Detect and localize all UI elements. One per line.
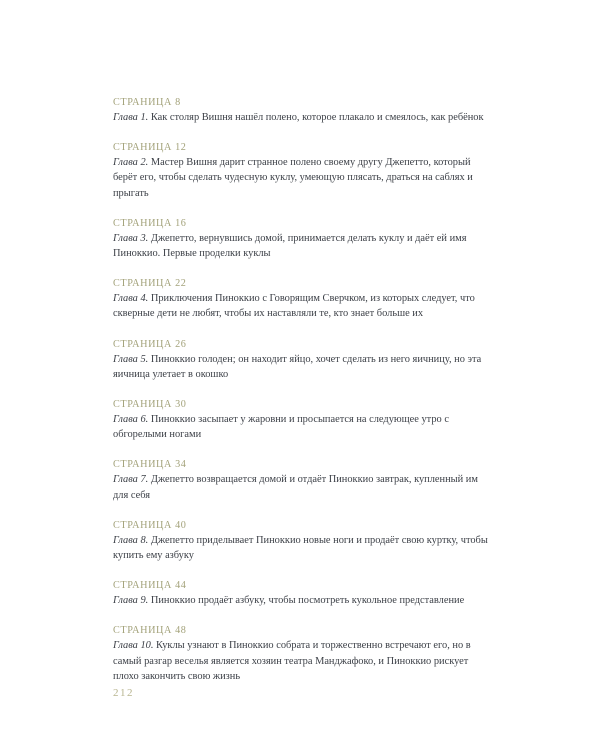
chapter-description bbox=[113, 352, 493, 382]
page-reference: СТРАНИЦА 48 bbox=[113, 625, 187, 637]
toc-entry[interactable] bbox=[113, 398, 493, 442]
chapter-title: Джепетто возвращается домой и отдаёт Пиноккио завтрак, купленный им для себя bbox=[113, 474, 478, 501]
toc-entry[interactable] bbox=[113, 96, 493, 125]
toc-entry[interactable] bbox=[113, 458, 493, 502]
chapter-title: Джепетто, вернувшись домой, принимается делать куклу и даёт ей имя Пиноккио. Первые проделки куклы bbox=[113, 232, 467, 260]
chapter-title: Куклы узнают в Пиноккио собрата и торжественно встречают его, но в самый разгар веселья является хозяин театра Манджафоко, и Пиноккио рискует плохо закончить свою жизнь bbox=[113, 640, 471, 682]
chapter-label: Глава 1. bbox=[113, 112, 149, 123]
chapter-description bbox=[113, 155, 493, 201]
chapter-description bbox=[113, 472, 493, 502]
chapter-title: Пиноккио продаёт азбуку, чтобы посмотреть кукольное представление bbox=[150, 595, 465, 607]
chapter-label: Глава 4. bbox=[113, 293, 149, 305]
page-reference: СТРАНИЦА 22 bbox=[113, 278, 187, 290]
chapter-title: Как столяр Вишня нашёл полено, которое плакало и смеялось, как ребёнок bbox=[150, 112, 484, 123]
chapter-title: Пиноккио засыпает у жаровни и просыпается на следующее утро с обгорелыми ногами bbox=[113, 414, 449, 441]
chapter-description bbox=[113, 291, 493, 321]
chapter-label: Глава 5. bbox=[113, 353, 149, 365]
page-reference: СТРАНИЦА 8 bbox=[113, 97, 181, 108]
chapter-description bbox=[113, 412, 493, 442]
chapter-label: Глава 2. bbox=[113, 157, 149, 169]
page-reference: СТРАНИЦА 44 bbox=[113, 580, 187, 592]
chapter-description bbox=[113, 638, 493, 684]
chapter-label: Глава 7. bbox=[113, 474, 149, 486]
page-reference: СТРАНИЦА 12 bbox=[113, 142, 187, 154]
chapter-title: Мастер Вишня дарит странное полено своему другу Джепетто, который берёт его, чтобы сделать чудесную куклу, умеющую плясать, драться на саблях и прыгать bbox=[113, 157, 473, 199]
page-number: 212 bbox=[113, 687, 134, 699]
chapter-title: Пиноккио голоден; он находит яйцо, хочет сделать из него яичницу, но эта яичница улетает в окошко bbox=[113, 353, 482, 380]
chapter-title: Джепетто приделывает Пиноккио новые ноги и продаёт свою куртку, чтобы купить ему азбуку bbox=[113, 534, 488, 562]
toc-entry[interactable] bbox=[113, 624, 493, 684]
chapter-description bbox=[113, 231, 493, 261]
chapter-title: Приключения Пиноккио с Говорящим Сверчком, из которых следует, что скверные дети не любят, чтобы их наставляли те, кто знает больше их bbox=[113, 293, 475, 320]
chapter-label: Глава 8. bbox=[113, 534, 149, 546]
toc-entry[interactable] bbox=[113, 338, 493, 382]
toc-entry[interactable] bbox=[113, 277, 493, 321]
chapter-label: Глава 10. bbox=[113, 640, 154, 652]
chapter-description bbox=[113, 110, 493, 125]
page-reference: СТРАНИЦА 40 bbox=[113, 519, 187, 531]
chapter-label: Глава 6. bbox=[113, 414, 149, 426]
toc-entry[interactable] bbox=[113, 519, 493, 563]
toc-entry[interactable] bbox=[113, 217, 493, 261]
chapter-label: Глава 3. bbox=[113, 232, 149, 244]
page-reference: СТРАНИЦА 30 bbox=[113, 399, 187, 411]
page-reference: СТРАНИЦА 34 bbox=[113, 459, 187, 471]
chapter-description bbox=[113, 533, 493, 563]
chapter-label: Глава 9. bbox=[113, 595, 149, 607]
table-of-contents bbox=[113, 96, 493, 700]
toc-entry[interactable] bbox=[113, 579, 493, 608]
toc-entry[interactable] bbox=[113, 141, 493, 201]
page-reference: СТРАНИЦА 26 bbox=[113, 338, 187, 350]
chapter-description bbox=[113, 593, 493, 608]
page-reference: СТРАНИЦА 16 bbox=[113, 217, 187, 229]
